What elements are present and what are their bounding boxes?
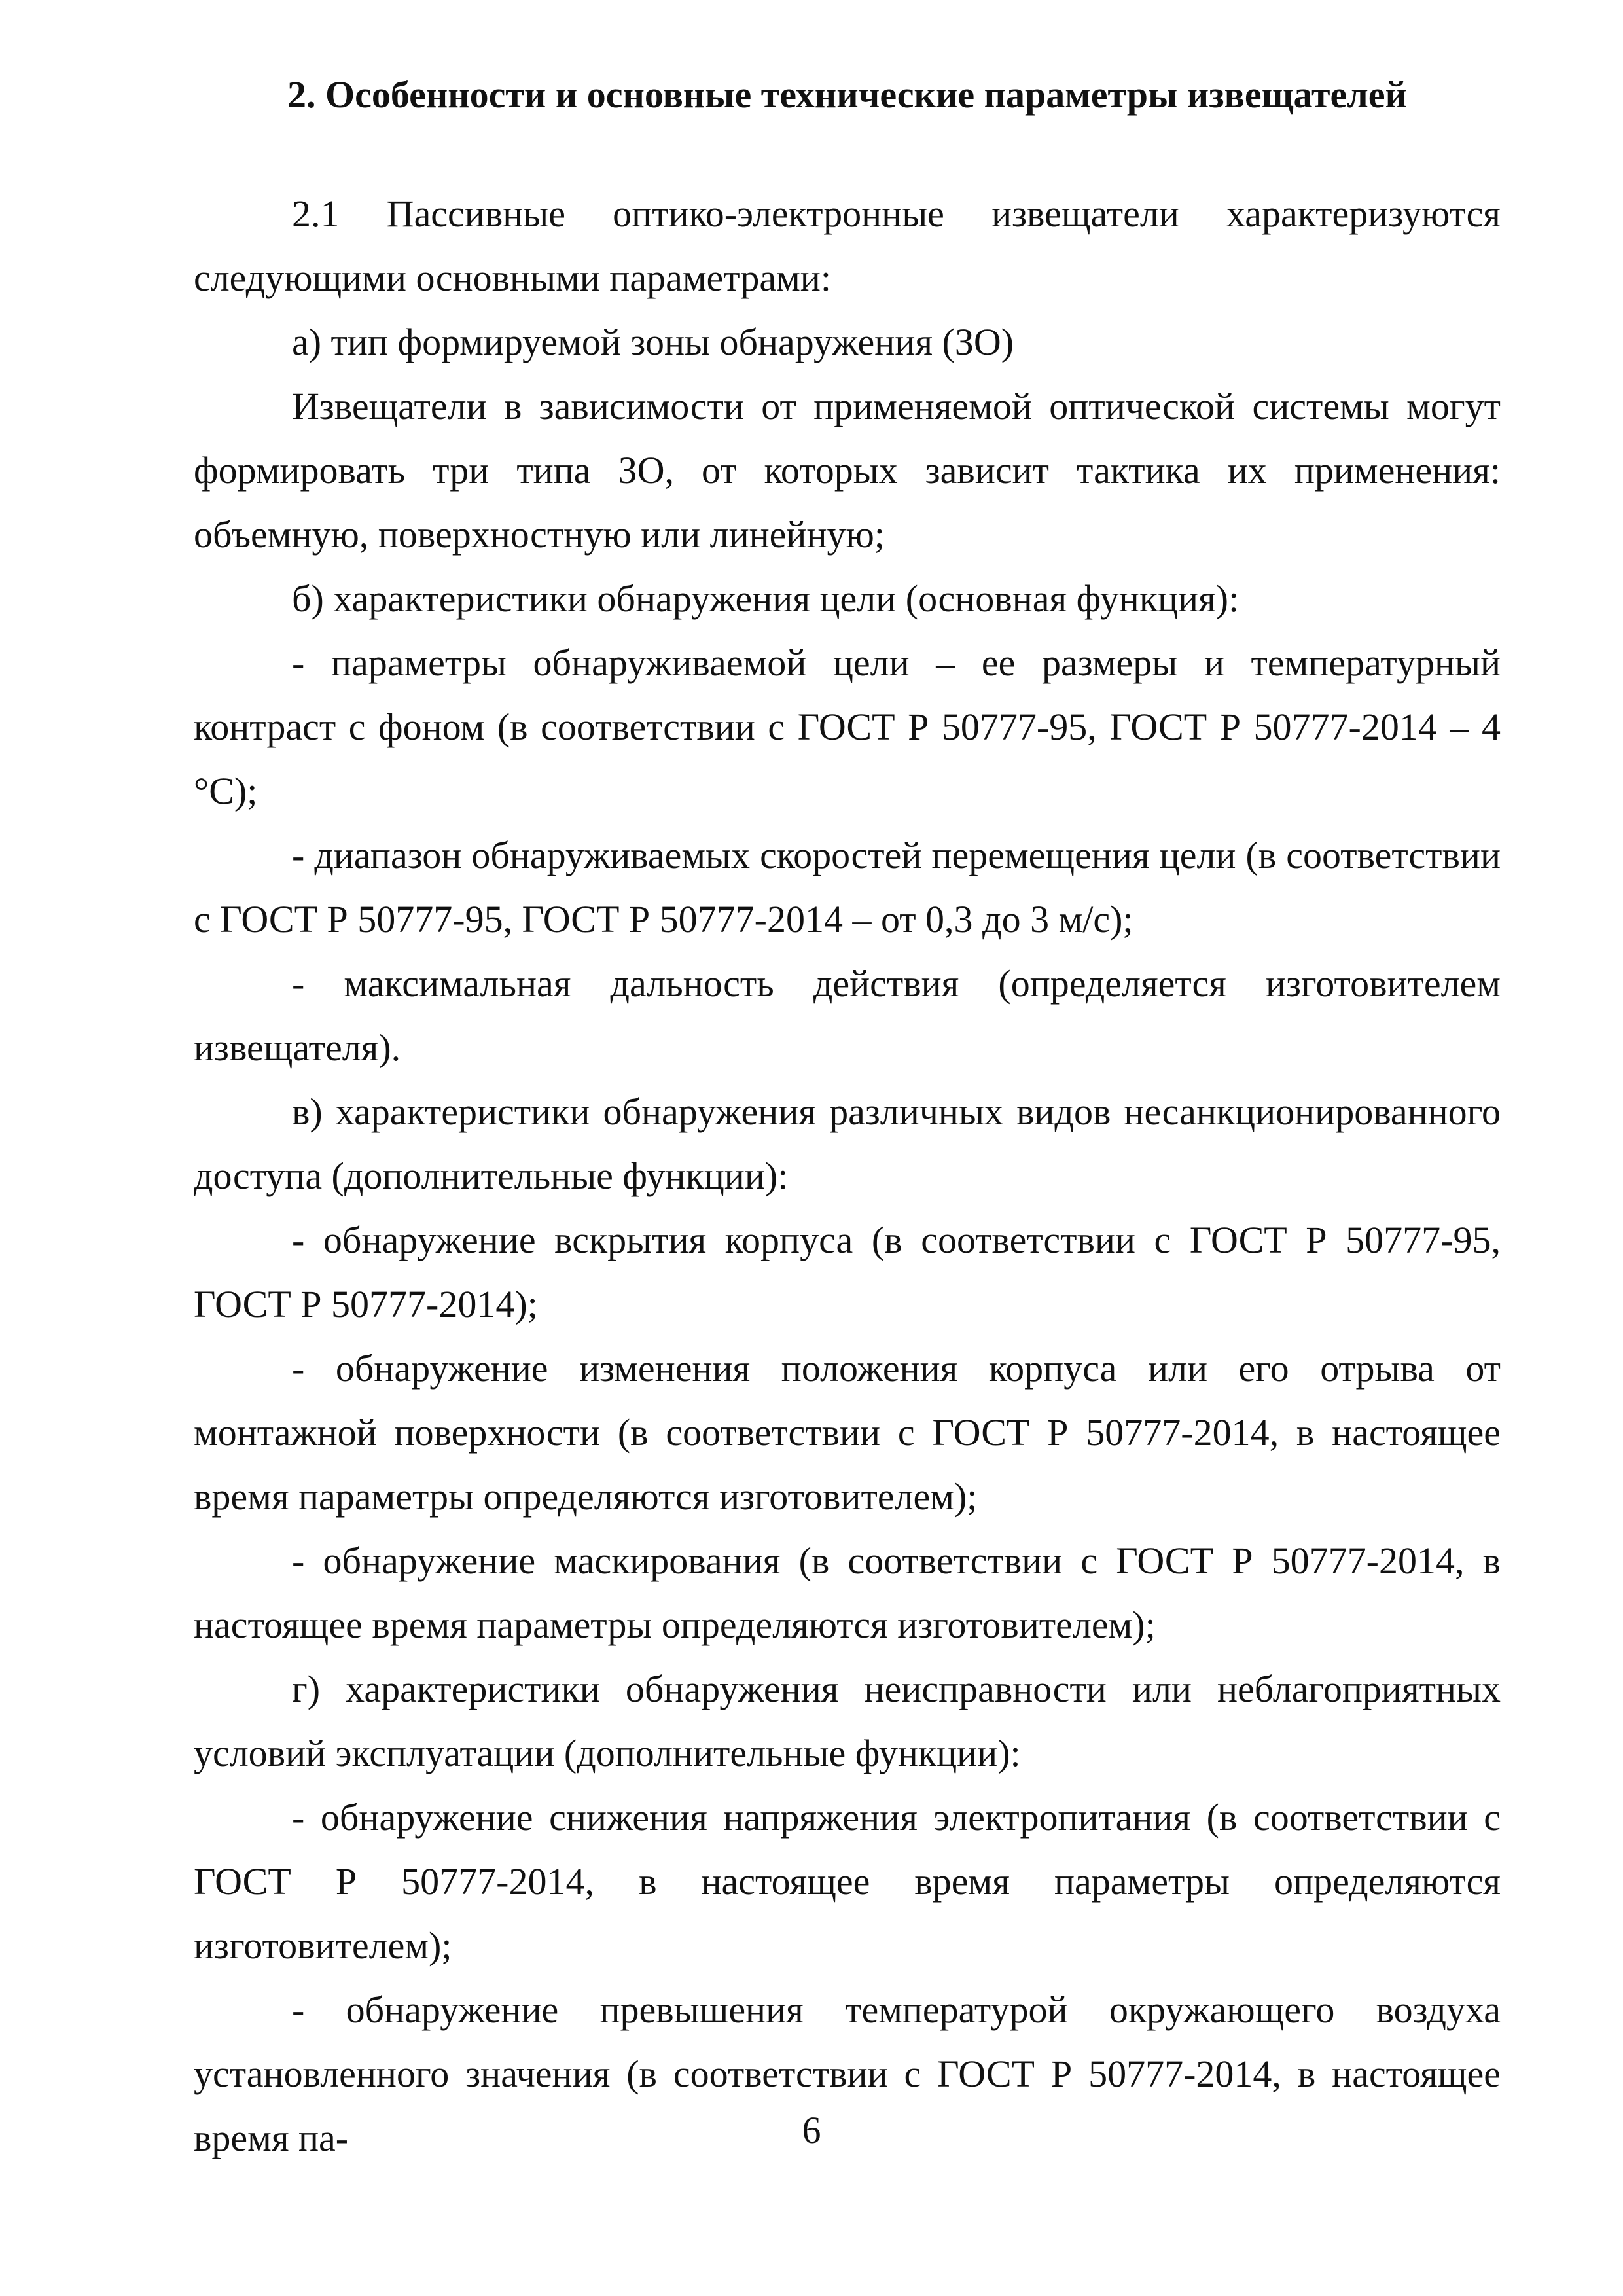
list-item-b: б) характеристики обнаружения цели (основная функция):: [292, 577, 1240, 620]
list-item-g: г) характеристики обнаружения неисправности или неблагоприятных условий эксплуатации (дополнительные функции):: [194, 1668, 1501, 1774]
list-item-a: а) тип формируемой зоны обнаружения (ЗО): [292, 321, 1014, 363]
paragraph-zo-types: Извещатели в зависимости от применяемой оптической системы могут формировать три типа ЗО, от которых зависит тактика их применения: объемную, поверхностную или линейную;: [194, 385, 1501, 556]
dash-item-speed-range: - диапазон обнаруживаемых скоростей перемещения цели (в соответствии с ГОСТ Р 50777-95, ГОСТ Р 50777-2014 – от 0,3 до 3 м/с);: [194, 834, 1501, 941]
dash-item-case-position: - обнаружение изменения положения корпуса или его отрыва от монтажной поверхности (в соответствии с ГОСТ Р 50777-2014, в настоящее время параметры определяются изготовителем);: [194, 1347, 1501, 1518]
section-heading: 2. Особенности и основные технические параметры извещателей: [287, 73, 1407, 116]
dash-item-case-opening: - обнаружение вскрытия корпуса (в соответствии с ГОСТ Р 50777-95, ГОСТ Р 50777-2014);: [194, 1219, 1501, 1325]
document-page: [194, 69, 1501, 2170]
dash-item-target-params: - параметры обнаруживаемой цели – ее размеры и температурный контраст с фоном (в соответствии с ГОСТ Р 50777-95, ГОСТ Р 50777-2014 – 4 °С);: [194, 641, 1501, 812]
dash-item-temperature: - обнаружение превышения температурой окружающего воздуха установленного значения (в соответствии с ГОСТ Р 50777-2014, в настоящее время па-: [194, 1988, 1501, 2159]
dash-item-masking: - обнаружение маскирования (в соответствии с ГОСТ Р 50777-2014, в настоящее время параметры определяются изготовителем);: [194, 1539, 1501, 1646]
paragraph-intro: 2.1 Пассивные оптико-электронные извещатели характеризуются следующими основными параметрами:: [194, 192, 1501, 299]
list-item-v: в) характеристики обнаружения различных видов несанкционированного доступа (дополнительные функции):: [194, 1090, 1501, 1197]
dash-item-voltage-drop: - обнаружение снижения напряжения электропитания (в соответствии с ГОСТ Р 50777-2014, в настоящее время параметры определяются изготовителем);: [194, 1796, 1501, 1967]
page-number: 6: [802, 2109, 821, 2151]
dash-item-max-range: - максимальная дальность действия (определяется изготовителем извещателя).: [194, 962, 1501, 1069]
